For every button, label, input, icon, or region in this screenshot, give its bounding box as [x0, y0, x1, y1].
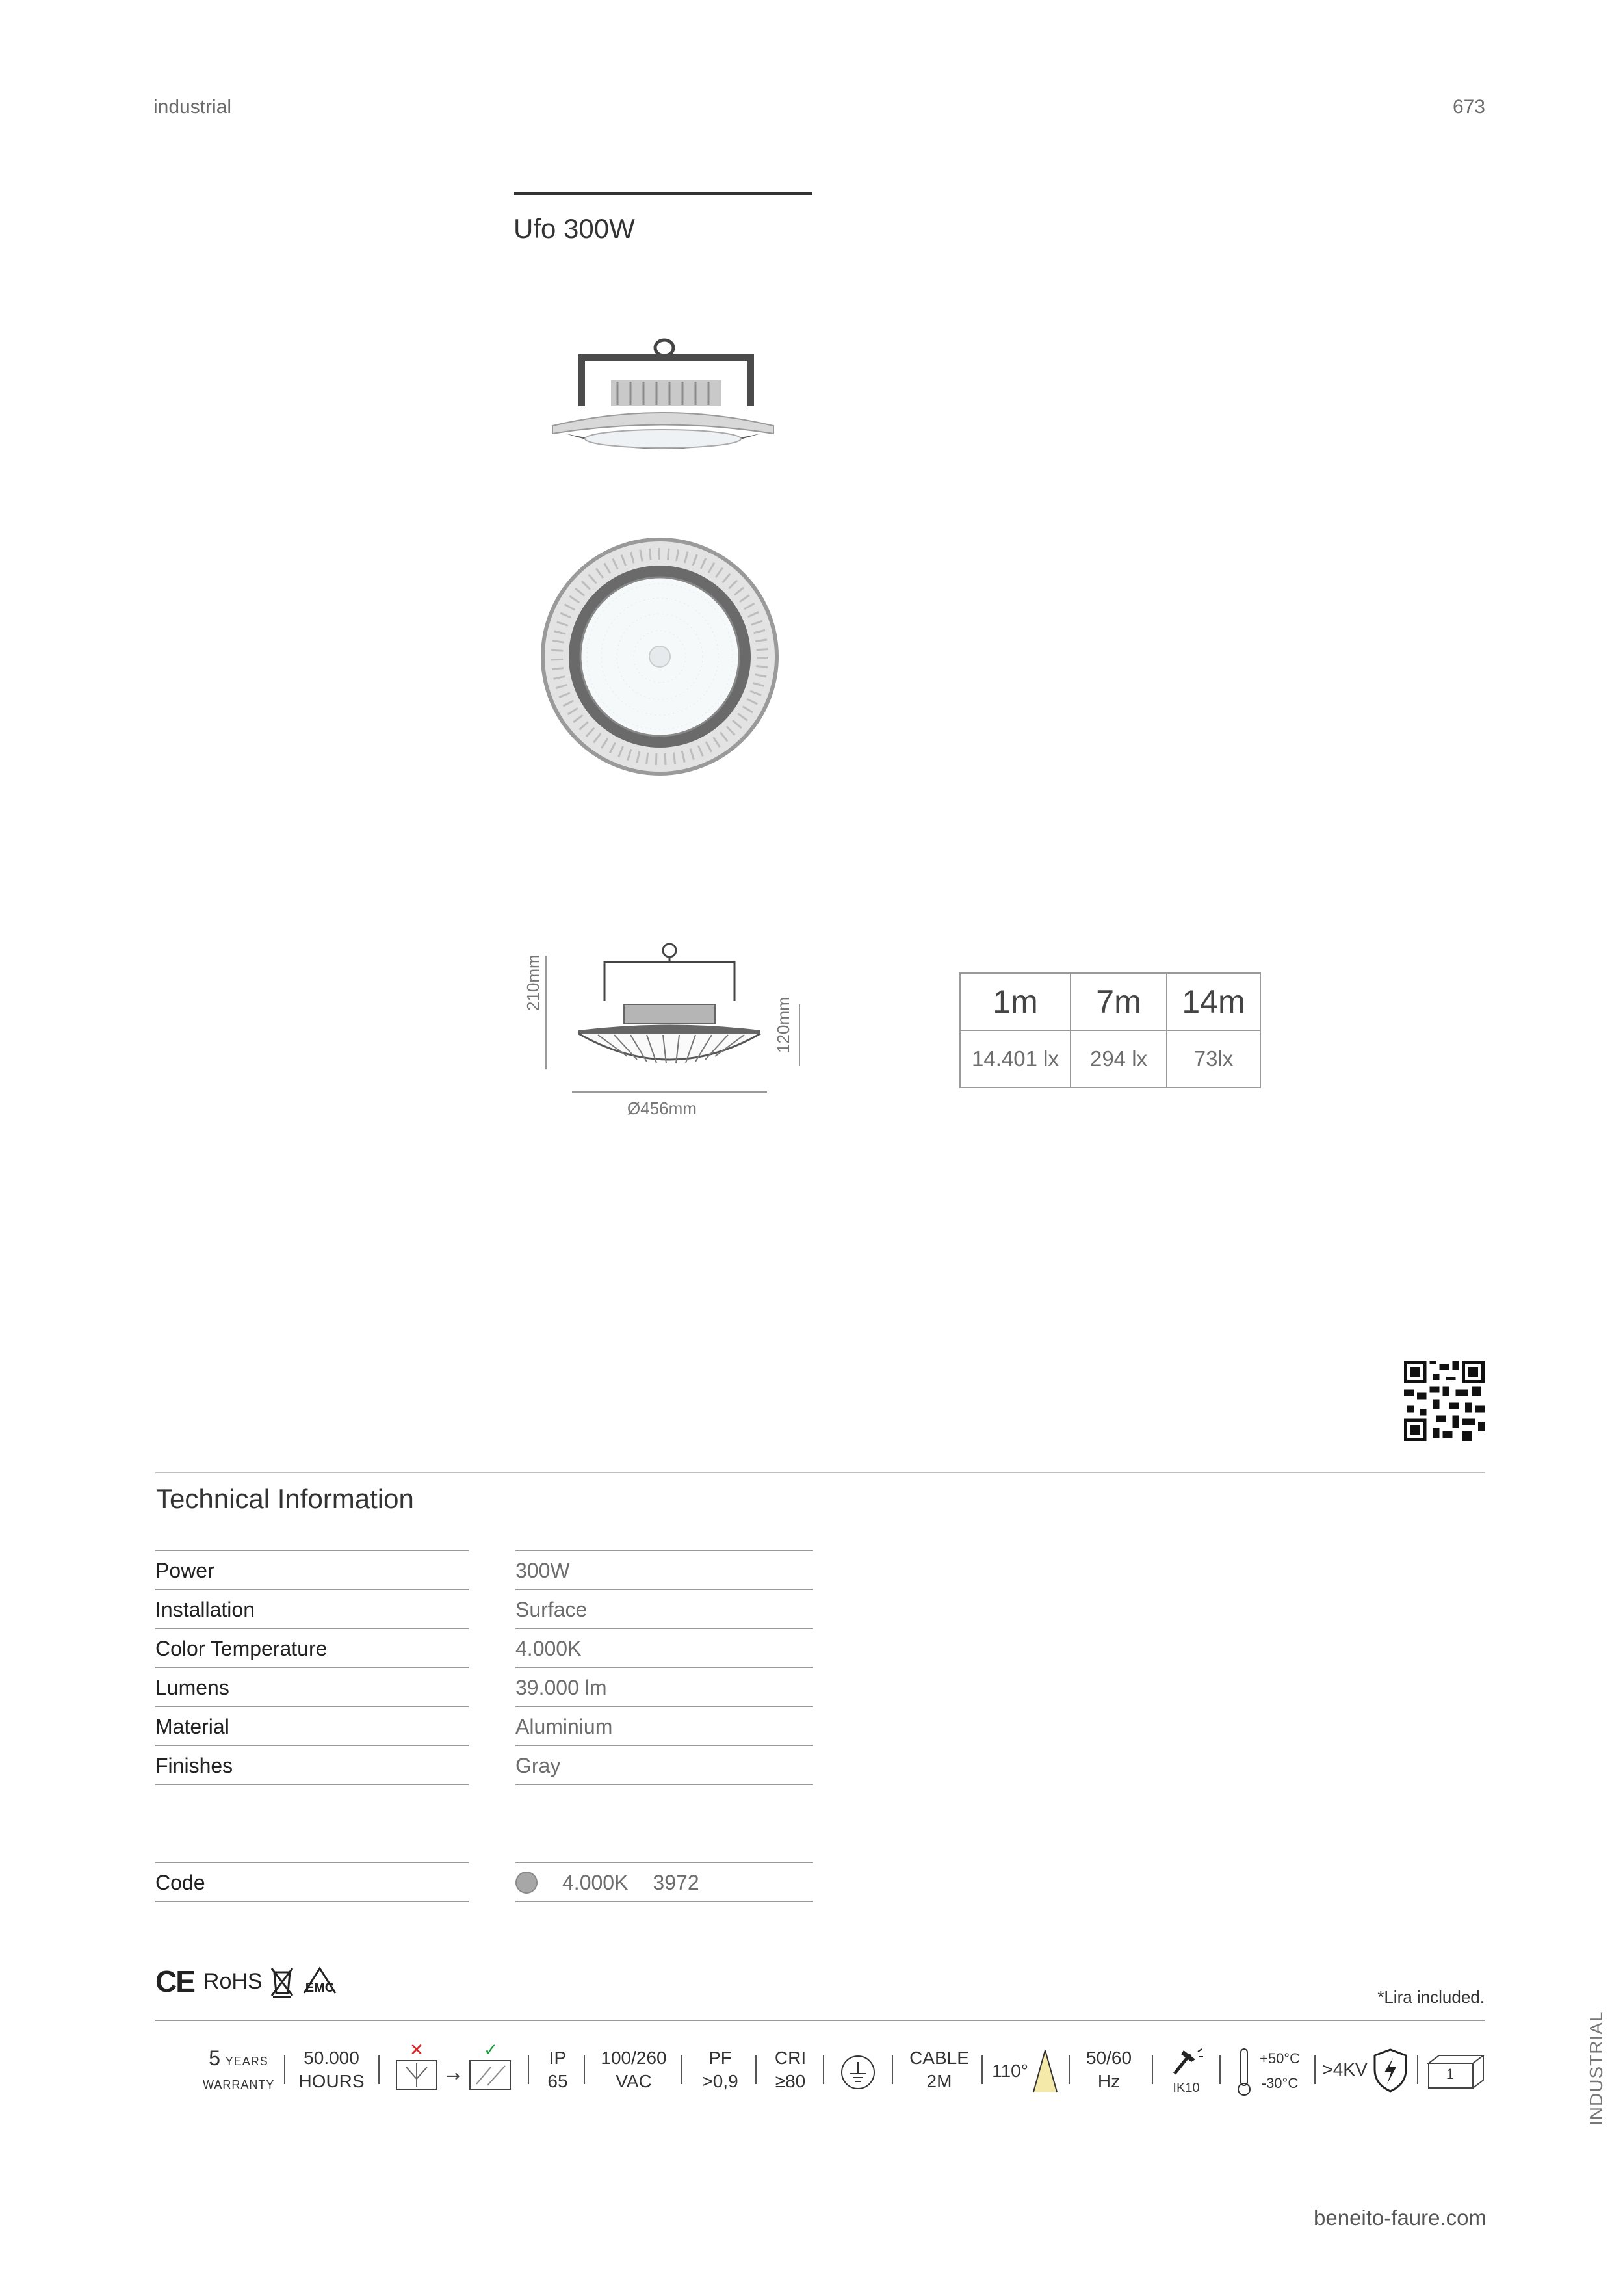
product-side-image	[539, 335, 786, 478]
website-link[interactable]: beneito-faure.com	[1314, 2206, 1487, 2230]
distance-14m: 14m	[1167, 973, 1260, 1030]
svg-text:✓: ✓	[484, 2041, 498, 2060]
feature-warranty: 5 YEARS WARRANTY	[203, 2046, 275, 2091]
ground-icon	[840, 2054, 876, 2091]
product-title: Ufo 300W	[513, 213, 635, 244]
spec-value: Aluminium	[515, 1706, 813, 1745]
feature-temperature-range: +50°C -30°C	[1259, 2050, 1300, 2091]
dimension-height-body: 120mm	[773, 997, 793, 1053]
technical-title: Technical Information	[156, 1483, 414, 1514]
lux-7m: 294 lx	[1071, 1030, 1167, 1088]
spec-label: Lumens	[155, 1667, 469, 1706]
glass-replacement-icon	[393, 2041, 513, 2093]
spec-label: Installation	[155, 1589, 469, 1628]
spec-value: Surface	[515, 1589, 813, 1628]
hammer-icon	[1168, 2046, 1204, 2078]
spec-label: Color Temperature	[155, 1628, 469, 1667]
beam-angle-icon	[1031, 2048, 1059, 2094]
code-label: Code	[155, 1862, 469, 1902]
lux-1m: 14.401 lx	[960, 1030, 1071, 1088]
svg-text:✕: ✕	[409, 2041, 424, 2060]
code-value	[515, 1862, 813, 1902]
feature-cri: CRI ≥80	[774, 2048, 807, 2091]
package-quantity: 1	[1446, 2066, 1455, 2082]
feature-voltage: 100/260 VAC	[601, 2048, 667, 2091]
page-number: 673	[1452, 96, 1485, 118]
spec-value: 39.000 lm	[515, 1667, 813, 1706]
features-divider	[155, 2020, 1485, 2021]
illuminance-table	[959, 972, 1261, 1088]
spec-label: Finishes	[155, 1745, 469, 1785]
spec-value: 4.000K	[515, 1628, 813, 1667]
feature-surge: >4KV	[1322, 2059, 1368, 2080]
feature-frequency: 50/60 Hz	[1085, 2048, 1132, 2091]
distance-1m: 1m	[960, 973, 1071, 1030]
code-number: 3972	[653, 1871, 699, 1894]
feature-ip: IP 65	[547, 2048, 568, 2091]
surge-shield-icon	[1371, 2048, 1409, 2093]
feature-impact: IK10	[1165, 2046, 1208, 2098]
feature-cable: CABLE 2M	[909, 2048, 969, 2091]
distance-7m: 7m	[1071, 973, 1167, 1030]
certification-logos	[155, 1963, 338, 2000]
rohs-label: RoHS	[203, 1968, 263, 1994]
side-section-label: INDUSTRIAL	[1586, 2011, 1606, 2126]
section-label: industrial	[153, 96, 232, 118]
feature-hours: 50.000 HOURS	[298, 2048, 365, 2091]
feature-beam-angle: 110°	[992, 2061, 1028, 2081]
qr-code[interactable]	[1404, 1361, 1485, 1441]
feature-power-factor: PF >0,9	[702, 2048, 738, 2091]
lira-note: *Lira included.	[1377, 1987, 1485, 2007]
finish-swatch	[515, 1872, 538, 1894]
product-bottom-image	[539, 536, 780, 777]
ce-mark-icon: CE	[155, 1964, 194, 1998]
emc-mark-icon	[302, 1964, 338, 1998]
thermometer-icon	[1235, 2048, 1253, 2097]
spec-value: 300W	[515, 1550, 813, 1589]
svg-text:→: →	[446, 2067, 460, 2086]
svg-text:EMC: EMC	[305, 1981, 334, 1995]
weee-bin-icon	[269, 1964, 295, 1998]
spec-value: Gray	[515, 1745, 813, 1785]
title-divider	[514, 192, 812, 195]
lux-14m: 73lx	[1167, 1030, 1260, 1088]
section-divider	[155, 1472, 1485, 1473]
code-temperature: 4.000K	[562, 1871, 629, 1894]
dimension-diameter: Ø456mm	[627, 1099, 697, 1118]
spec-label: Power	[155, 1550, 469, 1589]
dimension-height-total: 210mm	[523, 954, 543, 1011]
spec-label: Material	[155, 1706, 469, 1745]
